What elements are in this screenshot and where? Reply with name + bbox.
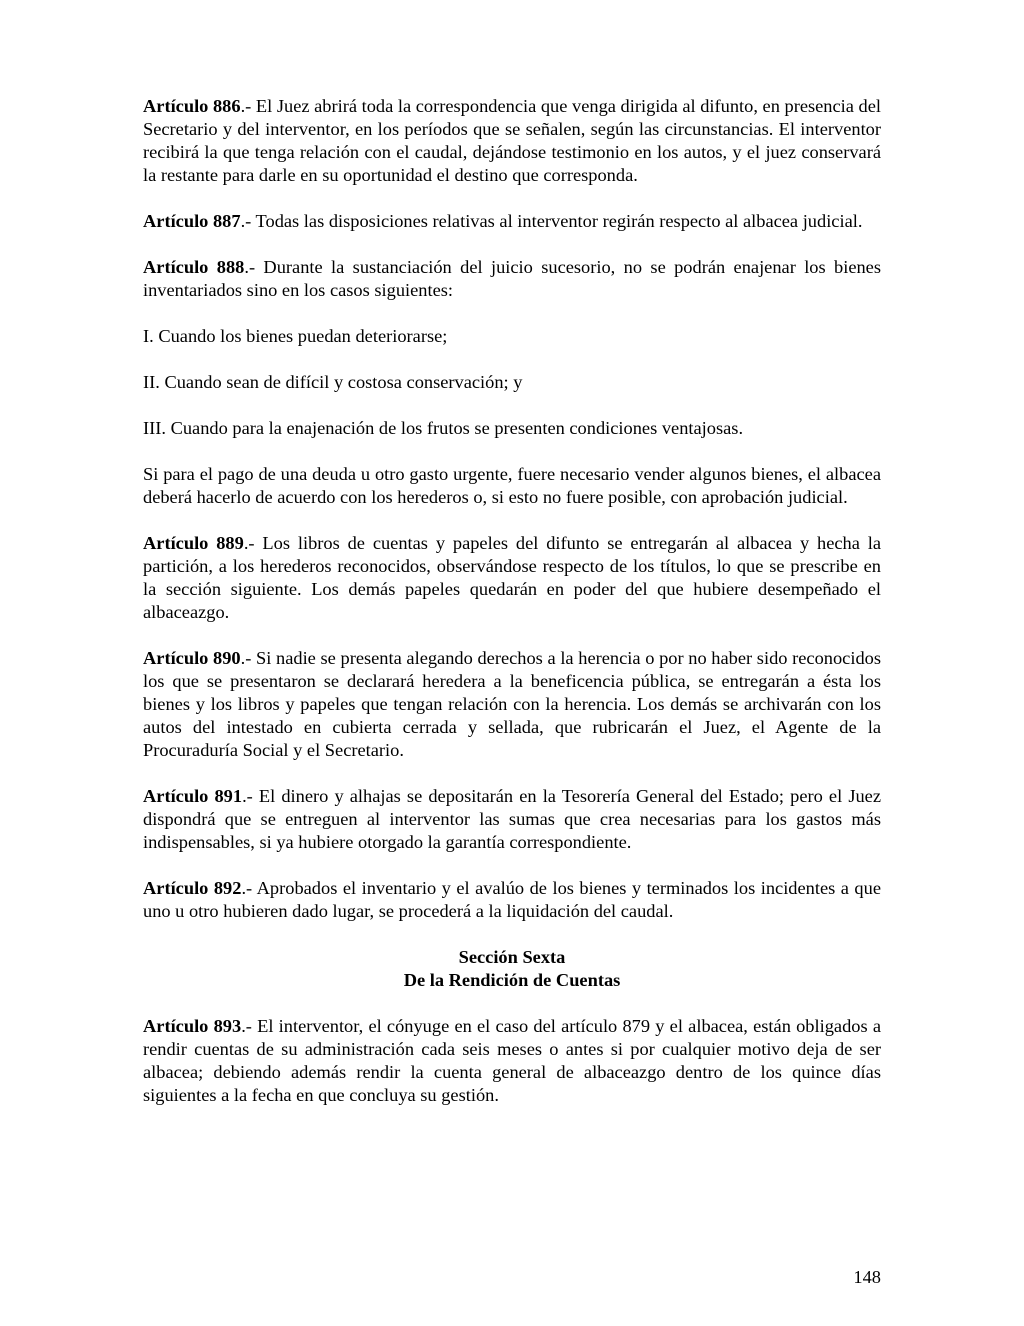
section-title: Sección Sexta [458, 947, 566, 967]
article-label: Artículo 892 [143, 878, 242, 898]
article-label: Artículo 891 [143, 786, 243, 806]
article-paragraph [143, 1015, 881, 1107]
text-paragraph [143, 417, 881, 440]
article-paragraph [143, 95, 881, 187]
paragraph-text: III. Cuando para la enajenación de los frutos se presenten condiciones ventajosas. [143, 418, 744, 438]
paragraph-text: .- Todas las disposiciones relativas al interventor regirán respecto al albacea judicial. [240, 211, 863, 231]
paragraph-text: .- Durante la sustanciación del juicio sucesorio, no se podrán enajenar los bienes inventariados sino en los casos siguientes: [143, 257, 882, 300]
article-paragraph [143, 785, 881, 854]
paragraph-text: .- Los libros de cuentas y papeles del difunto se entregarán al albacea y hecha la partición, a los herederos reconocidos, observándose respecto de los títulos, lo que se prescribe en la sección siguiente. Los demás papeles quedarán en poder del que hubiere desempeñado el albaceazgo. [143, 533, 882, 622]
paragraph-text: .- Aprobados el inventario y el avalúo de los bienes y terminados los incidentes a que uno u otro hubieren dado lugar, se procederá a la liquidación del caudal. [143, 878, 881, 921]
article-paragraph [143, 532, 881, 624]
paragraph-text: I. Cuando los bienes puedan deteriorarse; [143, 326, 448, 346]
article-label: Artículo 893 [143, 1016, 242, 1036]
paragraph-text: .- El Juez abrirá toda la correspondencia que venga dirigida al difunto, en presencia del Secretario y del interventor, en los períodos que se señalen, según las circunstancias. El interventor recibirá la que tenga relación con el caudal, dejándose testimonio en los autos, y el juez conservará la restante para darle en su oportunidad el destino que corresponda. [143, 96, 882, 185]
article-paragraph [143, 256, 881, 302]
section-subtitle: De la Rendición de Cuentas [403, 970, 621, 990]
paragraph-text: .- El interventor, el cónyuge en el caso del artículo 879 y el albacea, están obligados a rendir cuentas de su administración cada seis meses o antes si por cualquier motivo deja de ser albacea; debiendo además rendir la cuenta general de albaceazgo dentro de los quince días siguientes a la fecha en que concluya su gestión. [143, 1016, 881, 1105]
article-paragraph [143, 210, 881, 233]
paragraph-text: Si para el pago de una deuda u otro gasto urgente, fuere necesario vender algunos bienes, el albacea deberá hacerlo de acuerdo con los herederos o, si esto no fuere posible, con aprobación judicial. [143, 464, 881, 507]
paragraph-text: .- Si nadie se presenta alegando derechos a la herencia o por no haber sido reconocidos los que se presentaron se declarará heredera a la beneficencia pública, se entregarán a ésta los bienes y los libros y papeles que tengan relación con la herencia. Los demás se archivarán con los autos del intestado en cubierta cerrada y sellada, que rubricarán el Juez, el Agente de la Procuraduría Social y el Secretario. [143, 648, 881, 760]
text-paragraph [143, 371, 881, 394]
text-paragraph [143, 325, 881, 348]
page-number: 148 [853, 1267, 881, 1287]
article-label: Artículo 890 [143, 648, 241, 668]
text-paragraph [143, 463, 881, 509]
paragraph-text: .- El dinero y alhajas se depositarán en la Tesorería General del Estado; pero el Juez dispondrá que se entreguen al interventor las sumas que crea necesarias para los gastos más indispensables, si ya hubiere otorgado la garantía correspondiente. [143, 786, 881, 852]
article-label: Artículo 888 [143, 257, 245, 277]
section-heading [143, 946, 881, 992]
article-label: Artículo 886 [143, 96, 241, 116]
paragraphs-before-section [143, 95, 881, 923]
article-paragraph [143, 647, 881, 762]
paragraphs-after-section [143, 1015, 881, 1107]
article-label: Artículo 889 [143, 533, 244, 553]
document-page [143, 95, 881, 1130]
paragraph-text: II. Cuando sean de difícil y costosa conservación; y [143, 372, 523, 392]
article-label: Artículo 887 [143, 211, 241, 231]
article-paragraph [143, 877, 881, 923]
